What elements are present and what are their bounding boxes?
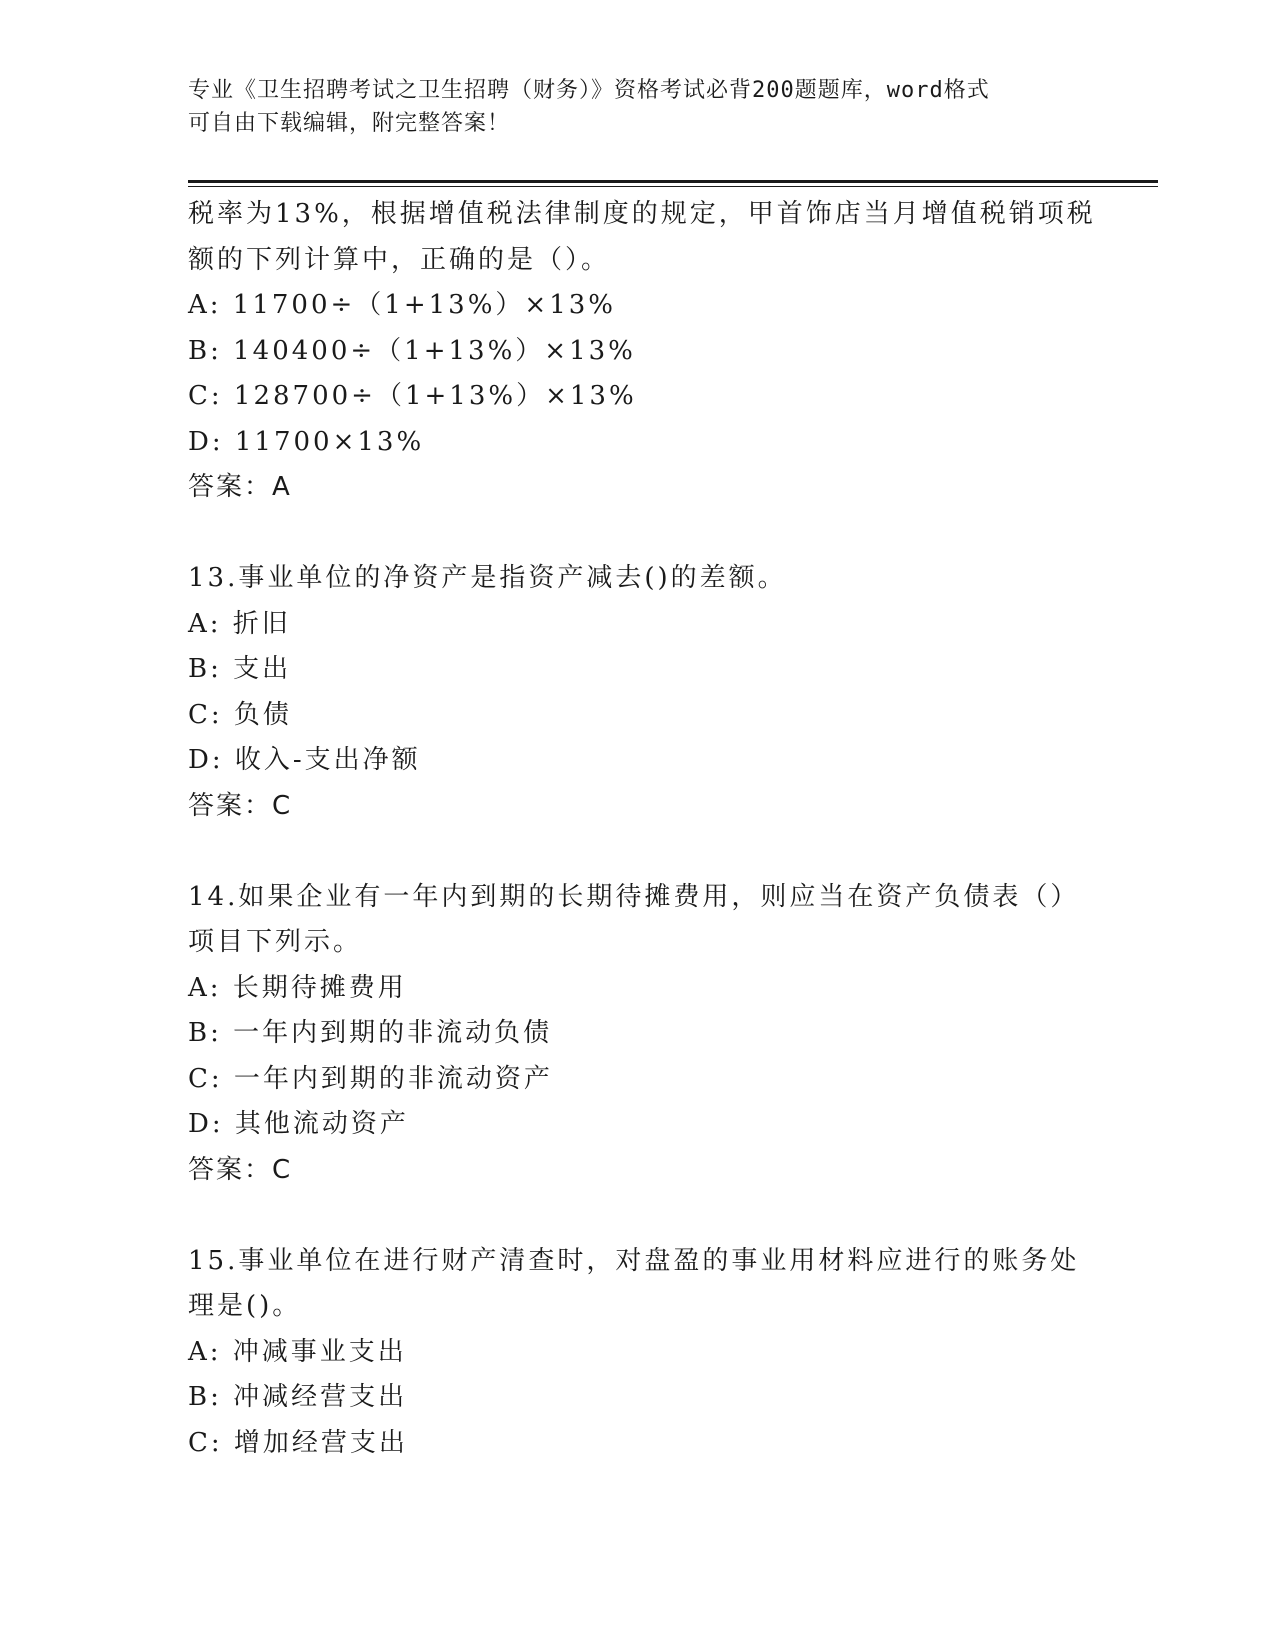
question-stem: 理是()。 [188,1291,302,1321]
answer-line: 答案：C [188,1154,293,1185]
answer-line: 答案：C [188,790,293,821]
question-stem: 额的下列计算中，正确的是（）。 [188,244,611,275]
question-12 [188,192,1096,511]
header-subtitle-line: 可自由下载编辑，附完整答案！ [188,111,511,136]
option-b: B: 140400÷（1+13%）×13% [188,335,636,366]
option-a: A: 11700÷（1+13%）×13% [188,290,616,320]
question-stem: 项目下列示。 [188,927,363,957]
question-14 [188,875,1088,1194]
header-rule-thin [188,186,1158,187]
option-c: C: 128700÷（1+13%）×13% [188,381,637,411]
question-list [188,192,1096,1466]
spacer [188,829,1088,875]
option-d: D: 11700×13% [188,426,425,457]
option-a: A: 长期待摊费用 [188,972,407,1003]
spacer [188,511,1088,557]
document-header [188,74,1068,140]
option-d: D: 收入-支出净额 [188,745,421,775]
option-c: C: 增加经营支出 [188,1427,408,1458]
option-b: B: 一年内到期的非流动负债 [188,1018,553,1048]
question-stem: 13.事业单位的净资产是指资产减去()的差额。 [188,563,787,593]
question-15 [188,1239,1088,1467]
header-rule-thick [188,180,1158,183]
option-b: B: 支出 [188,654,292,684]
question-stem: 15.事业单位在进行财产清查时，对盘盈的事业用材料应进行的账务处 [188,1245,1080,1276]
header-title-line: 专业《卫生招聘考试之卫生招聘（财务）》资格考试必背200题题库，word格式 [188,78,990,103]
option-d: D: 其他流动资产 [188,1109,409,1139]
option-c: C: 一年内到期的非流动资产 [188,1063,553,1094]
question-13 [188,556,1088,829]
option-a: A: 冲减事业支出 [188,1336,407,1367]
spacer [188,1193,1088,1239]
option-c: C: 负债 [188,699,292,730]
option-b: B: 冲减经营支出 [188,1382,408,1412]
answer-line: 答案：A [188,472,292,502]
question-stem: 税率为13%，根据增值税法律制度的规定，甲首饰店当月增值税销项税 [188,199,1096,229]
question-stem: 14.如果企业有一年内到期的长期待摊费用，则应当在资产负债表（） [188,881,1080,912]
option-a: A: 折旧 [188,608,291,639]
